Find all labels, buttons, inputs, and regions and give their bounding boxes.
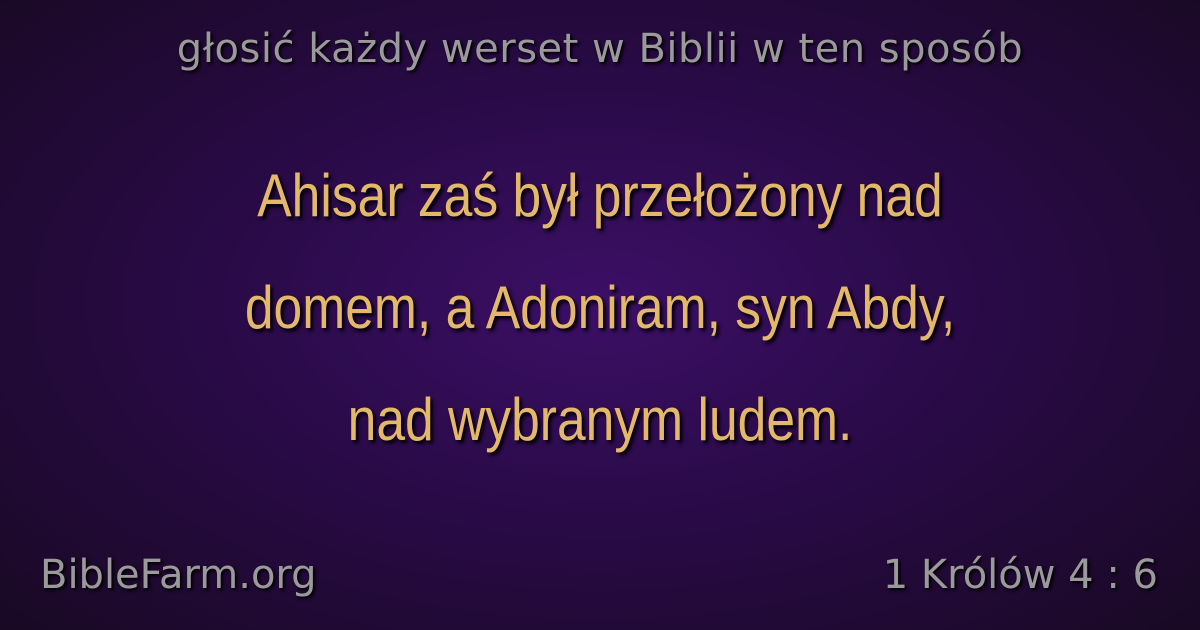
tagline: głosić każdy werset w Biblii w ten sposób [176, 26, 1024, 72]
site-name: BibleFarm.org [40, 552, 317, 598]
verse-text [136, 140, 1065, 476]
verse-line: nad wybranym ludem. [347, 386, 853, 453]
verse-line: domem, a Adoniram, syn Abdy, [244, 274, 956, 341]
verse-line: Ahisar zaś był przełożony nad [257, 162, 943, 229]
verse-reference: 1 Królów 4 : 6 [882, 552, 1158, 598]
